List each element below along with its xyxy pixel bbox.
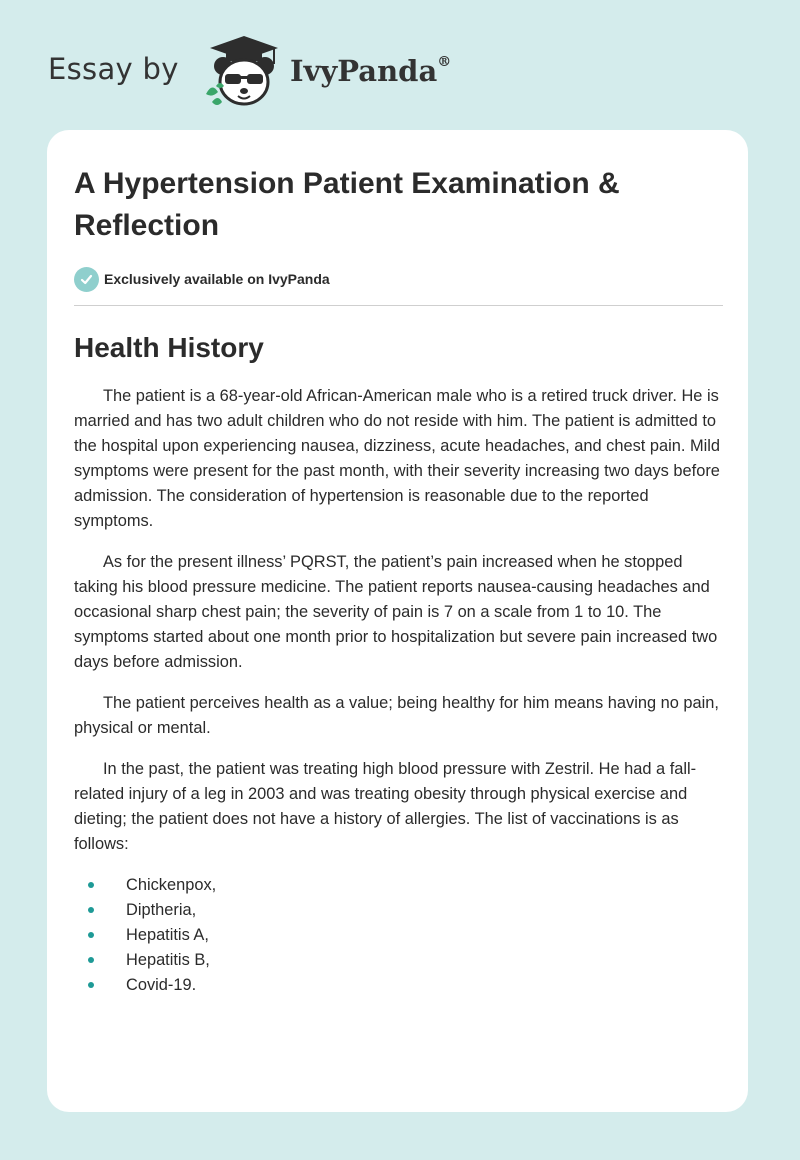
paragraph: As for the present illness’ PQRST, the patient’s pain increased when he stopped taking his blood pressure medicine. The patient reports nausea-causing headaches and occasional sharp chest pain; the severity of pain is 7 on a scale from 1 to 10. The symptoms started about one month prior to hospitalization but severe pain increased two days before admission.	[74, 553, 718, 671]
section-heading: Health History	[74, 332, 264, 363]
page-title: A Hypertension Patient Examination & Reflection	[74, 167, 620, 242]
exclusive-badge	[74, 265, 724, 293]
divider	[74, 305, 723, 306]
essay-content	[74, 163, 724, 998]
bullet-icon	[88, 982, 94, 988]
paragraph: The patient perceives health as a value; being healthy for him means having no pain, physical or mental.	[74, 694, 719, 737]
panda-mascot-icon[interactable]	[204, 36, 284, 108]
essay-by-label: Essay by	[48, 52, 179, 86]
bullet-icon	[88, 882, 94, 888]
badge-text: Exclusively available on IvyPanda	[104, 271, 330, 287]
paragraph: The patient is a 68-year-old African-American male who is a retired truck driver. He is married and has two adult children who do not reside with him. The patient is admitted to the hospital upon experiencing nausea, dizziness, acute headaches, and chest pain. Mild symptoms were present for the past month, with their severity increasing two days before admission. The consideration of hypertension is reasonable due to the reported symptoms.	[74, 387, 721, 530]
essay-body	[74, 384, 724, 857]
bullet-icon	[88, 957, 94, 963]
check-circle-icon	[74, 267, 99, 292]
essay-card	[47, 130, 748, 1112]
bullet-icon	[88, 907, 94, 913]
list-item: Diptheria,	[74, 898, 724, 923]
list-item: Hepatitis A,	[74, 923, 724, 948]
paragraph: In the past, the patient was treating high blood pressure with Zestril. He had a fall-related injury of a leg in 2003 and was treating obesity through physical exercise and dieting; the patient does not have a history of allergies. The list of vaccinations is as follows:	[74, 760, 697, 853]
list-item: Covid-19.	[74, 973, 724, 998]
bullet-icon	[88, 932, 94, 938]
list-item: Hepatitis B,	[74, 948, 724, 973]
brand-name[interactable]: IvyPanda®	[290, 54, 452, 88]
site-header	[48, 36, 548, 108]
vaccination-list	[74, 873, 724, 998]
list-item: Chickenpox,	[74, 873, 724, 898]
